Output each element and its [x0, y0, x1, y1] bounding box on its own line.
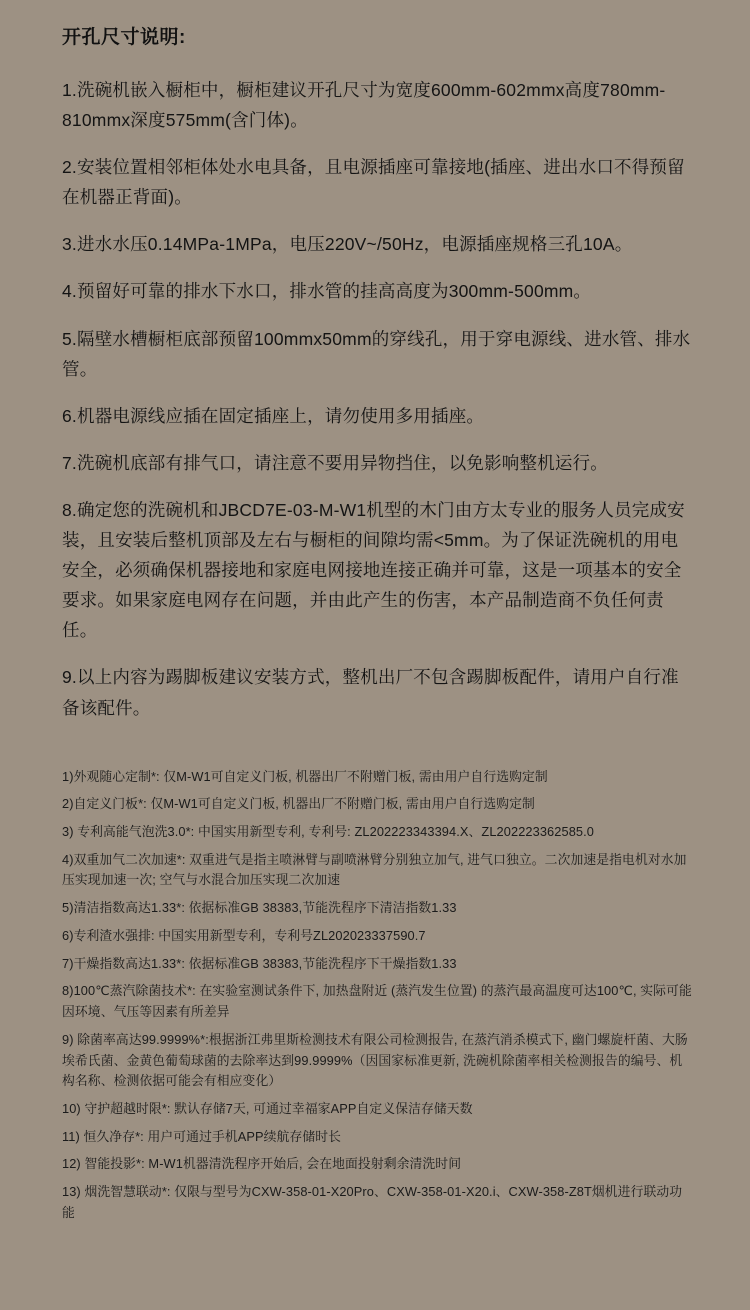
list-item: 1.洗碗机嵌入橱柜中，橱柜建议开孔尺寸为宽度600mm-602mmx高度780mm-810mmx深度575mm(含门体)。 — [62, 80, 666, 131]
footnote-item: 8)100℃蒸汽除菌技术*: 在实验室测试条件下, 加热盘附近 (蒸汽发生位置) 的蒸汽最高温度可达100℃, 实际可能因环境、气压等因素有所差异 — [62, 983, 692, 1020]
list-item: 8.确定您的洗碗机和JBCD7E-03-M-W1机型的木门由方太专业的服务人员完成安装，且安装后整机顶部及左右与橱柜的间隙均需<5mm。为了保证洗碗机的用电安全，必须确保机器接地和家庭电网接地连接正确并可靠，这是一项基本的安全要求。如果家庭电网存在问题，并由此产生的伤害，本产品制造商不负任何责任。 — [62, 499, 685, 641]
list-item: 9.以上内容为踢脚板建议安装方式，整机出厂不包含踢脚板配件，请用户自行准备该配件。 — [62, 667, 679, 718]
list-item: 7.洗碗机底部有排气口，请注意不要用异物挡住，以免影响整机运行。 — [62, 452, 608, 473]
footnote-item: 13) 烟洗智慧联动*: 仅限与型号为CXW-358-01-X20Pro、CXW-358-01-X20.i、CXW-358-Z8T烟机进行联动功能 — [62, 1184, 683, 1220]
footnote-item: 4)双重加气二次加速*: 双重进气是指主喷淋臂与副喷淋臂分别独立加气, 进气口独立。二次加速是指电机对水加压实现加速一次; 空气与水混合加压实现二次加速 — [62, 851, 687, 888]
footnote-item: 9) 除菌率高达99.9999%*:根据浙江弗里斯检测技术有限公司检测报告, 在蒸汽消杀模式下, 幽门螺旋杆菌、大肠埃希氏菌、金黄色葡萄球菌的去除率达到99.9999%（因国家标准更新, 洗碗机除菌率相关检测报告的编号、机构名称、检测依据可能会有相应变化） — [62, 1031, 688, 1089]
footnotes-list — [62, 767, 694, 1224]
footnote-item: 6)专利渣水强排: 中国实用新型专利，专利号ZL202023337590.7 — [62, 927, 426, 943]
footnote-item: 2)自定义门板*: 仅M-W1可自定义门板, 机器出厂不附赠门板, 需由用户自行选购定制 — [62, 796, 535, 812]
footnote-item: 10) 守护超越时限*: 默认存储7天, 可通过幸福家APP自定义保洁存储天数 — [62, 1100, 473, 1116]
footnote-item: 3) 专利高能气泡洗3.0*: 中国实用新型专利, 专利号: ZL202223343394.X、ZL202223362585.0 — [62, 824, 595, 840]
footnote-item: 1)外观随心定制*: 仅M-W1可自定义门板, 机器出厂不附赠门板, 需由用户自行选购定制 — [62, 768, 548, 784]
list-item: 3.进水水压0.14MPa-1MPa，电压220V~/50Hz，电源插座规格三孔10A。 — [62, 234, 633, 255]
list-item: 6.机器电源线应插在固定插座上，请勿使用多用插座。 — [62, 405, 485, 426]
list-item: 2.安装位置相邻柜体处水电具备，且电源插座可靠接地(插座、进出水口不得预留在机器正背面)。 — [62, 157, 685, 208]
footnote-item: 7)干燥指数高达1.33*: 依据标准GB 38383,节能洗程序下干燥指数1.33 — [62, 955, 457, 971]
page-title: 开孔尺寸说明: — [62, 27, 186, 48]
footnote-item: 11) 恒久净存*: 用户可通过手机APP续航存储时长 — [62, 1128, 342, 1144]
installation-instructions-list — [62, 75, 694, 723]
footnote-item: 5)清洁指数高达1.33*: 依据标准GB 38383,节能洗程序下清洁指数1.33 — [62, 900, 457, 916]
footnotes-section — [62, 767, 694, 1224]
list-item: 4.预留好可靠的排水下水口，排水管的挂高高度为300mm-500mm。 — [62, 281, 592, 302]
footnote-item: 12) 智能投影*: M-W1机器清洗程序开始后, 会在地面投射剩余清洗时间 — [62, 1156, 462, 1172]
list-item: 5.隔壁水槽橱柜底部预留100mmx50mm的穿线孔，用于穿电源线、进水管、排水管。 — [62, 328, 691, 379]
